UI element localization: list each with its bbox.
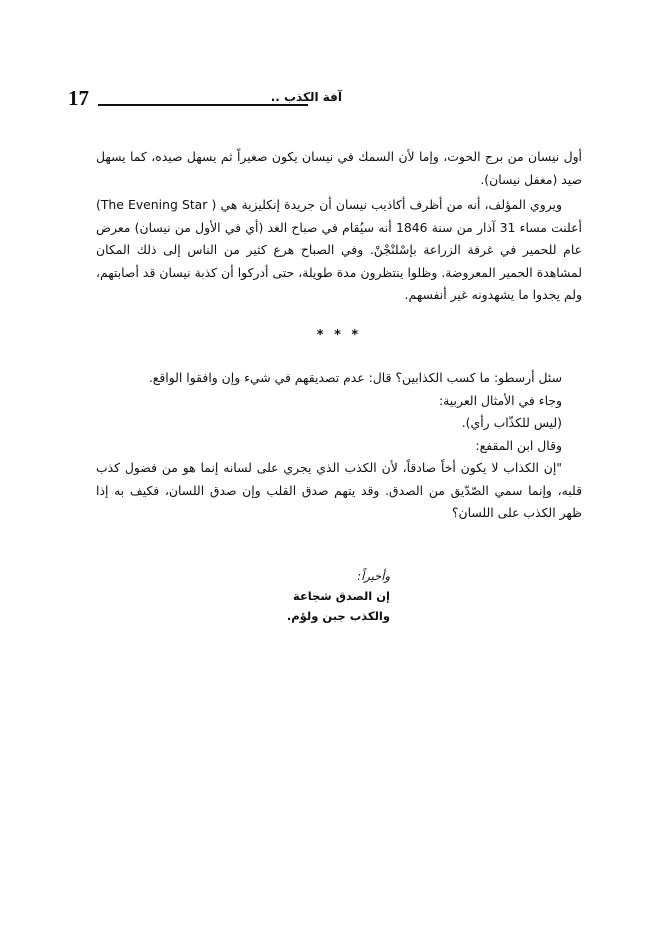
closing-note <box>280 566 390 626</box>
section-separator: * * * <box>316 327 362 343</box>
closing-line: إن الصدق شجاعة <box>292 589 390 603</box>
quotation: "إن الكذاب لا يكون أخاً صادقاً، لأن الكذب الذي يجري على لسانه إنما هو من فضول كذب قلبه، وإنما سمي الصّدّيق من الصدق. وقد يتهم صدق القلب وإن صدق اللسان، فكيف به إذا ظهر الكذب على اللسان؟ <box>96 460 582 520</box>
paragraph: وقال ابن المقفع: <box>475 437 562 453</box>
paragraph: ويروي المؤلف، أنه من أظرف أكاذيب نيسان أن جريدة إنكليزية هي ( The Evening Star) أعلنت مساء 31 آذار من سنة 1846 أنه سيُقام في صباح الغد (أي في الأول من نيسان) معرض عام للحمير في غرفة الزراعة بإسْلنْجْنْ. وفي الصباح هرع كثير من الناس إلى ذلك المكان لمشاهدة الحمير المعروضة. وظلوا ينتظرون مدة طويلة، حتى أدركوا أن كذبة نيسان قد أصابتهم، ولم يجدوا ما يشهدونه غير أنفسهم. <box>96 197 582 302</box>
paragraph: سئل أرسطو: ما كسب الكذابين؟ قال: عدم تصديقهم في شيء وإن وافقوا الواقع. <box>148 370 562 385</box>
page-number: 17 <box>68 86 89 110</box>
paragraph: وجاء في الأمثال العربية: <box>438 392 562 408</box>
running-title: آفة الكذب .. <box>270 90 342 104</box>
page-header <box>68 86 580 112</box>
paragraph: (ليس للكذّاب رأي). <box>461 415 562 430</box>
page-body <box>96 146 582 525</box>
closing-line: والكذب جبن ولؤم. <box>286 609 390 623</box>
paragraph: أول نيسان من برج الحوت، وإما لأن السمك في نيسان يكون صغيراً ثم يسهل صيده، كما يسهل صيد (مغفل نيسان). <box>96 149 582 187</box>
closing-intro: وأخيراً: <box>357 569 390 583</box>
